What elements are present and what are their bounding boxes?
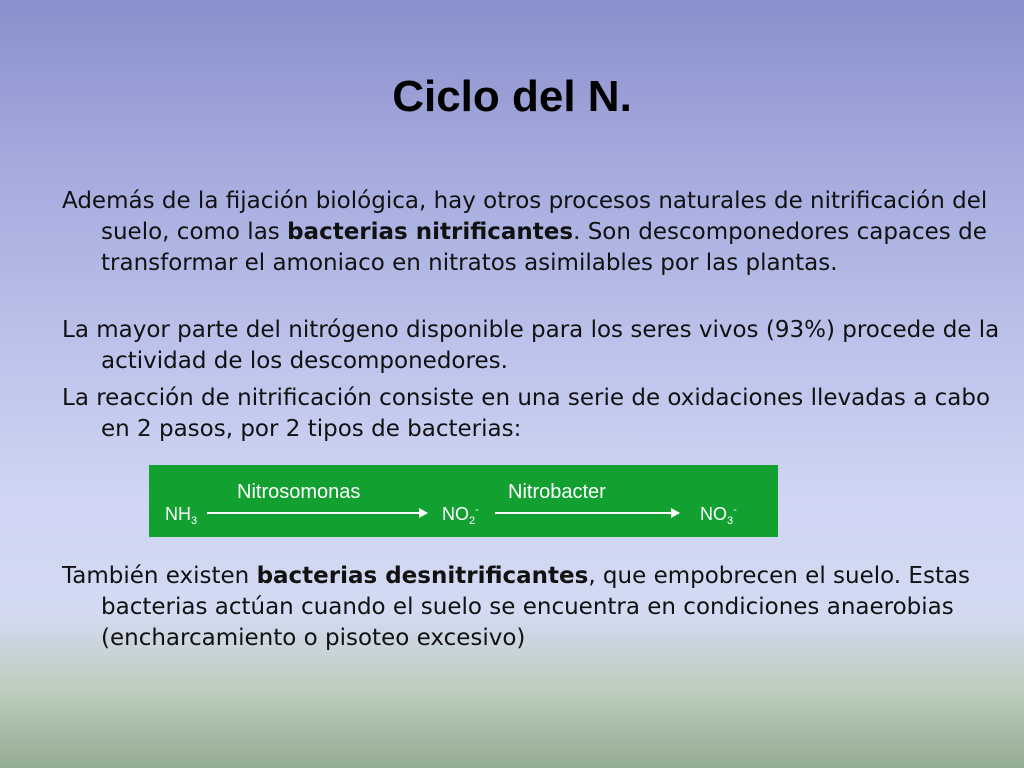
formula-base: NH (165, 504, 191, 524)
formula-base: NO (700, 504, 727, 524)
nitrification-reaction-diagram (149, 465, 778, 537)
formula-reactant (165, 503, 197, 525)
reaction-arrow-icon (207, 512, 427, 514)
slide-title: Ciclo del N. (392, 72, 632, 121)
bacteria-label-nitrosomonas: Nitrosomonas (237, 481, 361, 503)
paragraph-text: , que empobrecen el suelo. Estas bacterias actúan cuando el suelo se encuentra en condiciones anaerobias (encharcamiento o pisoteo excesivo) (101, 563, 971, 651)
formula-product (700, 503, 737, 525)
bold-term-bacterias-desnitrificantes: bacterias desnitrificantes (256, 563, 589, 589)
formula-subscript: 3 (727, 515, 734, 527)
reaction-arrow-icon (495, 512, 679, 514)
paragraph-reaccion: La reacción de nitrificación consiste en una serie de oxidaciones llevadas a cabo en 2 pasos, por 2 tipos de bacterias: (62, 385, 991, 442)
formula-subscript: 3 (191, 515, 198, 527)
formula-intermediate (442, 503, 479, 525)
paragraph-text: Además de la fijación biológica, hay otros procesos naturales de nitrificación del suelo, como las (62, 188, 988, 245)
paragraph-nitrogeno-disponible: La mayor parte del nitrógeno disponible para los seres vivos (93%) procede de la actividad de los descomponedores. (62, 317, 1000, 374)
paragraph-desnitrificacion (62, 561, 1001, 654)
formula-superscript: - (475, 504, 479, 516)
bold-term-bacterias-nitrificantes: bacterias nitrificantes (287, 219, 574, 245)
paragraph-text: . Son descomponedores capaces de transformar el amoniaco en nitratos asimilables por las plantas. (101, 219, 987, 276)
paragraph-nitrificacion (62, 186, 1001, 279)
formula-subscript: 2 (469, 515, 476, 527)
paragraph-text: También existen (62, 563, 257, 589)
formula-base: NO (442, 504, 469, 524)
bacteria-label-nitrobacter: Nitrobacter (508, 481, 606, 503)
formula-superscript: - (733, 504, 737, 516)
